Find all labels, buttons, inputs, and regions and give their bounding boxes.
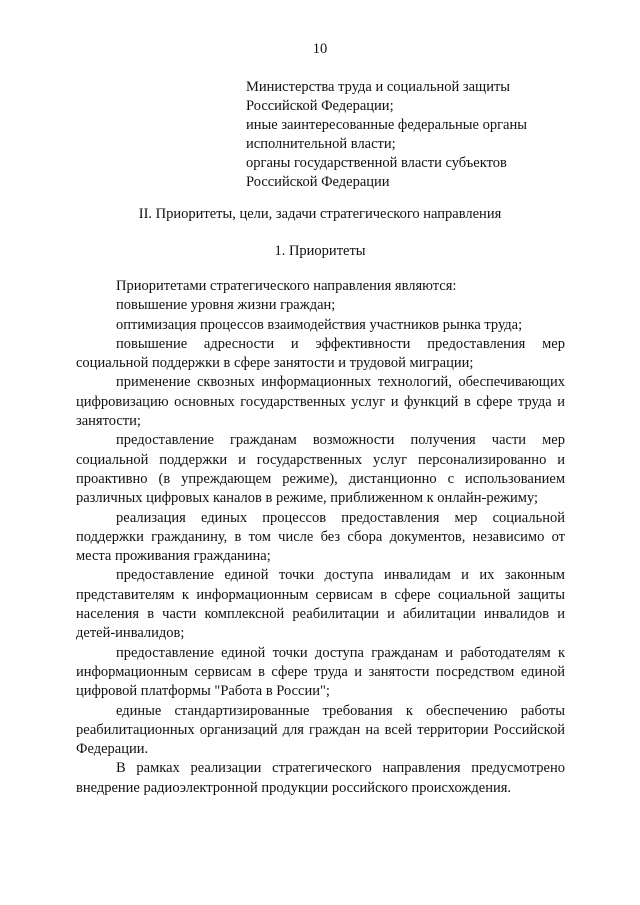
page-number: 10 xyxy=(312,41,328,57)
paragraph: В рамках реализации стратегического направления предусмотрено внедрение радиоэлектронной продукции российского происхождения. xyxy=(76,760,565,796)
responsible-line: Российской Федерации xyxy=(246,174,390,190)
responsible-line: Российской Федерации; xyxy=(246,98,394,114)
responsible-line: иные заинтересованные федеральные органы xyxy=(246,117,527,133)
responsible-line: органы государственной власти субъектов xyxy=(246,155,507,171)
paragraph: повышение уровня жизни граждан; xyxy=(116,297,336,314)
paragraph: единые стандартизированные требования к обеспечению работы реабилитационных организаций для граждан на всей территории Российской Федерации. xyxy=(76,702,565,758)
paragraph: Приоритетами стратегического направления являются: xyxy=(116,278,457,294)
document-body xyxy=(76,277,565,798)
paragraph: предоставление единой точки доступа гражданам и работодателям к информационным сервисам в сфере труда и занятости посредством единой цифровой платформы "Работа в России"; xyxy=(76,644,565,700)
responsible-line: исполнительной власти; xyxy=(246,136,396,152)
section-heading: II. Приоритеты, цели, задачи стратегического направления xyxy=(138,206,502,222)
responsible-bodies-list xyxy=(246,78,566,192)
paragraph: предоставление гражданам возможности получения части мер социальной поддержки и государственных услуг персонализированно и проактивно (в упреждающем режиме), дистанционно с использованием различных цифровых каналов в режиме, приближенном к онлайн-режиму; xyxy=(76,432,565,507)
paragraph: оптимизация процессов взаимодействия участников рынка труда; xyxy=(116,316,523,333)
paragraph: предоставление единой точки доступа инвалидам и их законным представителям к информационным сервисам в сфере социальной защиты населения в части комплексной реабилитации и абилитации инвалидов и детей-инвалидов; xyxy=(76,567,565,642)
subsection-heading: 1. Приоритеты xyxy=(274,243,366,259)
paragraph: применение сквозных информационных технологий, обеспечивающих цифровизацию основных государственных услуг и функций в сфере труда и занятости; xyxy=(76,374,565,430)
paragraph: реализация единых процессов предоставления мер социальной поддержки гражданину, в том числе без сбора документов, независимо от места проживания гражданина; xyxy=(76,509,565,565)
responsible-line: Министерства труда и социальной защиты xyxy=(246,79,511,95)
paragraph: повышение адресности и эффективности предоставления мер социальной поддержки в сфере занятости и трудовой миграции; xyxy=(76,335,565,372)
